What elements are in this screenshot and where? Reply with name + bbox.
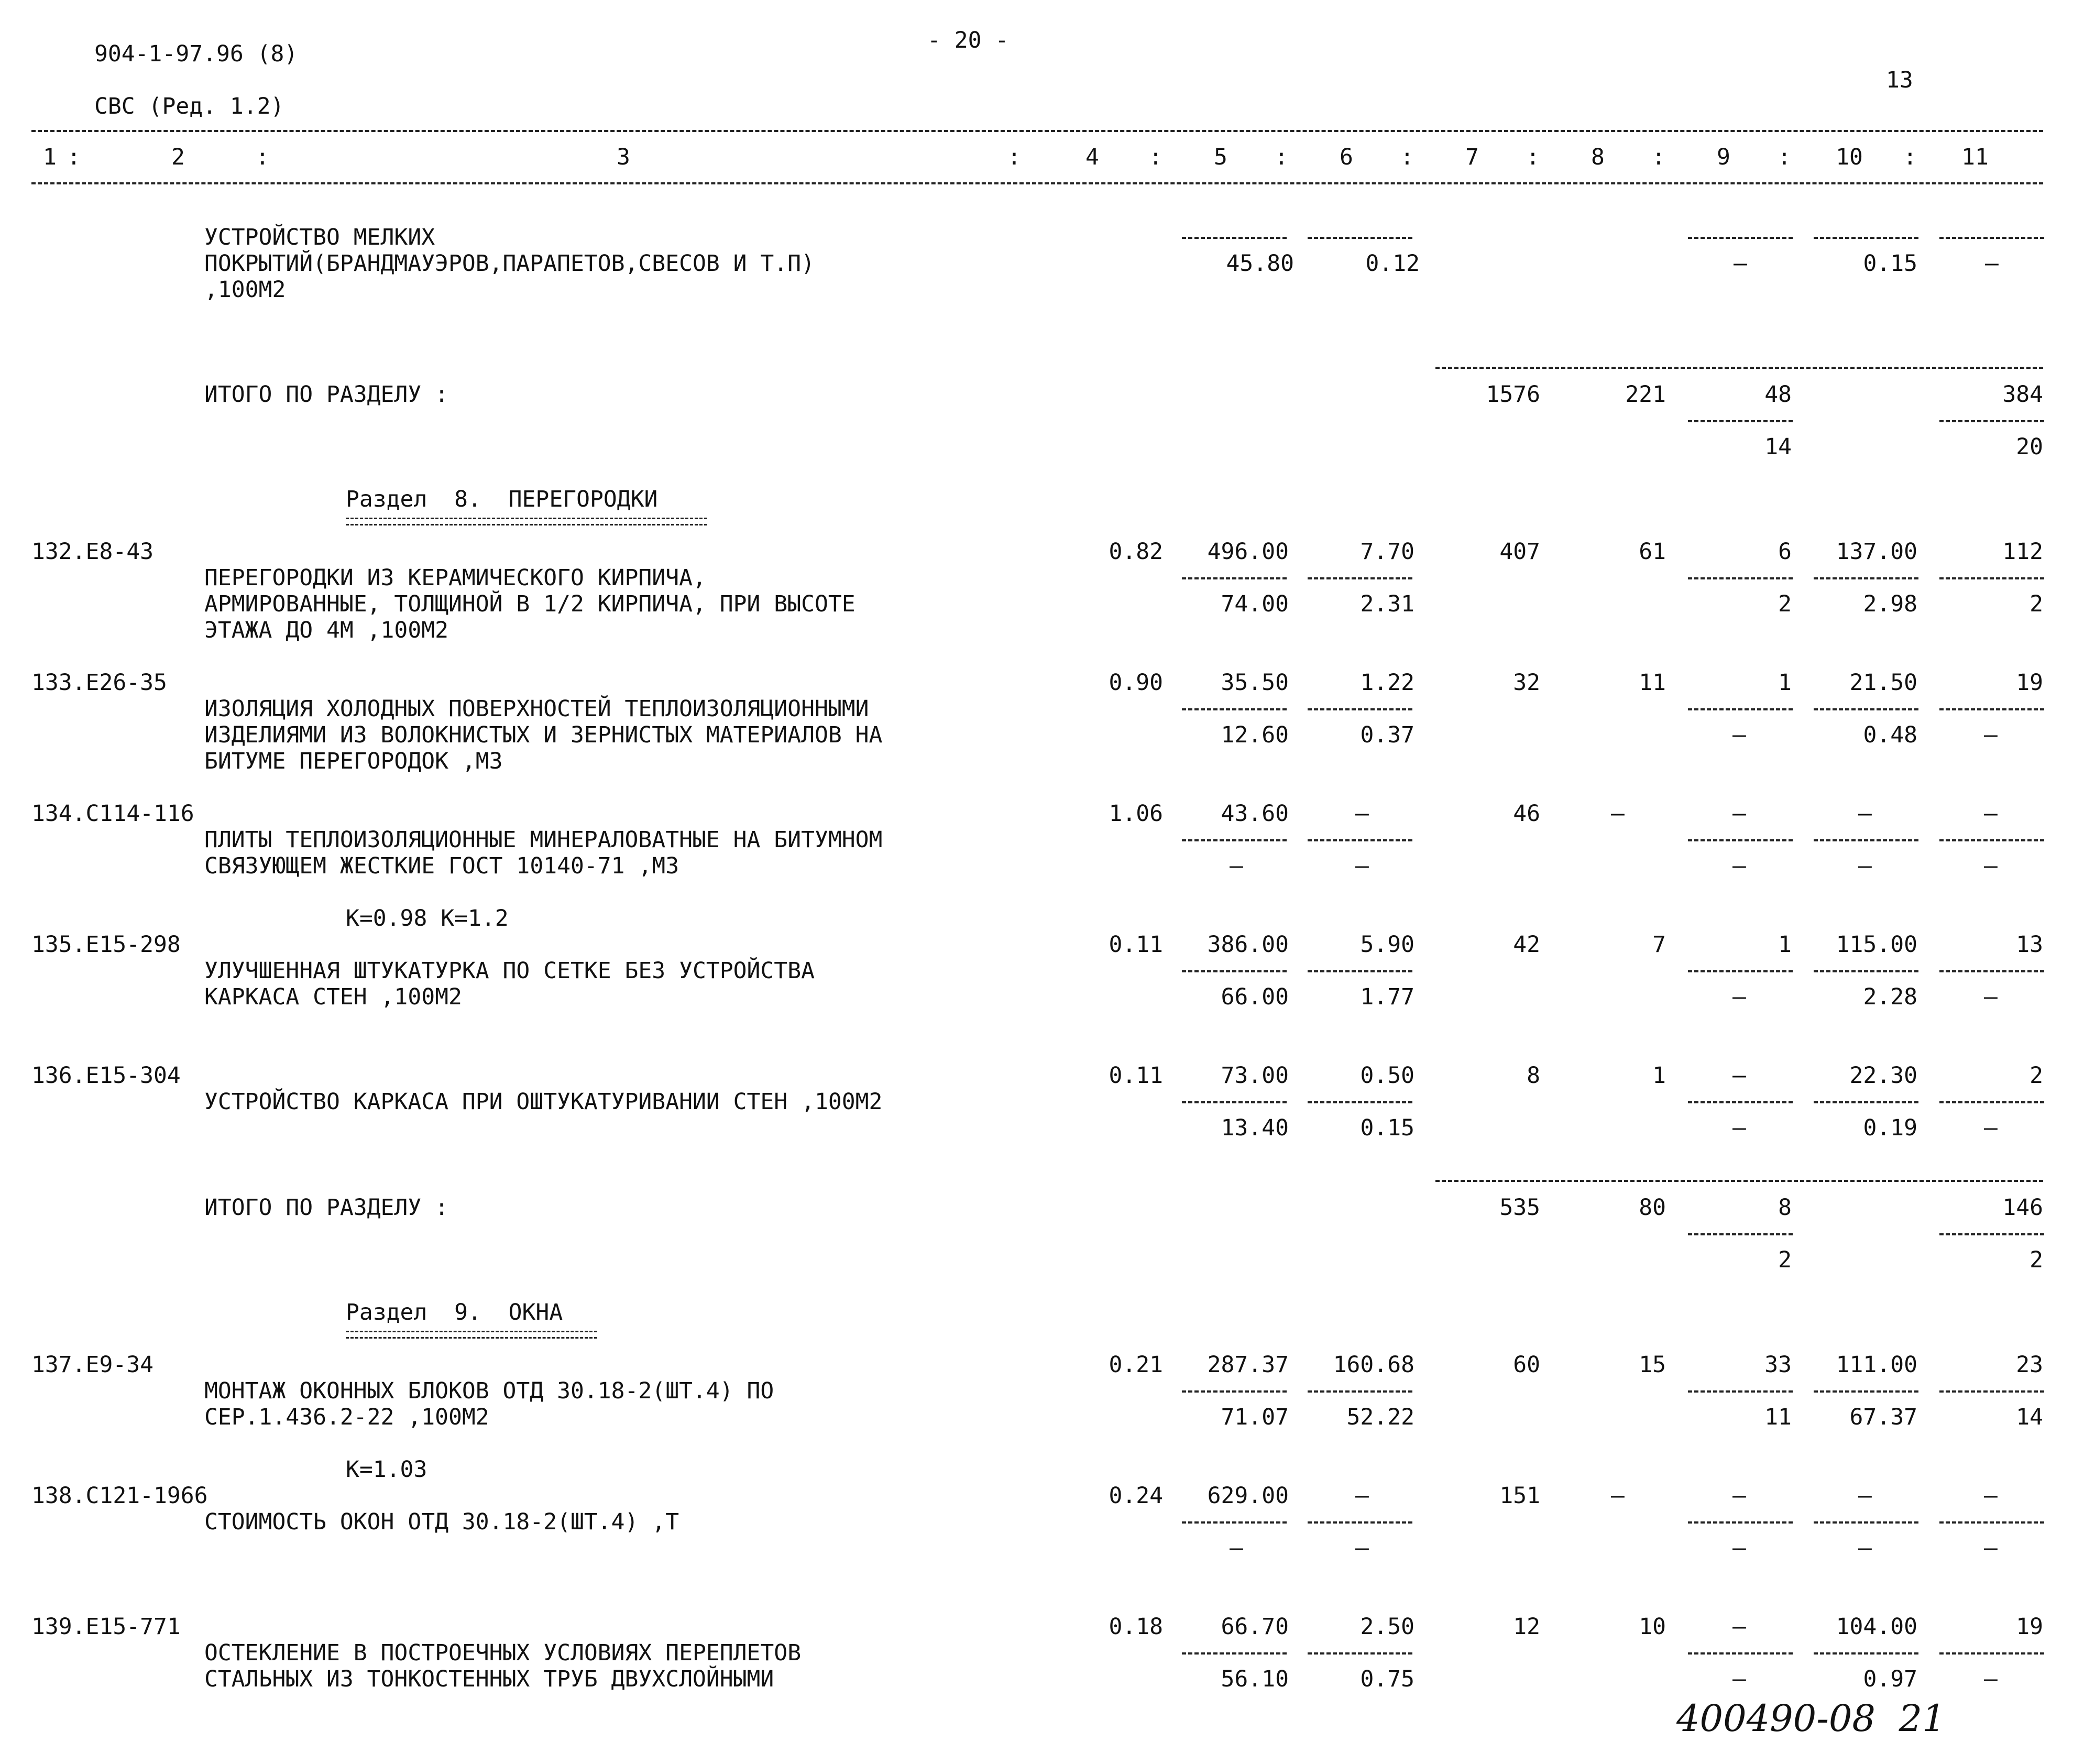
item-c6-sub: 2.31 <box>1360 591 1414 617</box>
underline <box>1308 839 1412 841</box>
item-c9: – <box>1732 1062 1746 1089</box>
item-c11: 19 <box>2016 670 2043 696</box>
item-c11: 2 <box>2030 1062 2043 1089</box>
underline <box>1814 237 1918 239</box>
item-description: УЛУЧШЕННАЯ ШТУКАТУРКА ПО СЕТКЕ БЕЗ УСТРОЙСТВА КАРКАСА СТЕН ,100М2 <box>204 958 815 1010</box>
underline <box>1308 970 1412 972</box>
underline <box>1182 237 1287 239</box>
total-rule <box>1435 367 2043 369</box>
header-rule-bottom <box>31 182 2043 184</box>
item-c6: 1.22 <box>1360 670 1414 696</box>
page-number: - 20 - <box>927 27 1009 53</box>
item-c6: – <box>1355 1483 1369 1509</box>
item-c11-sub: – <box>1984 853 1998 879</box>
item-description: ОСТЕКЛЕНИЕ В ПОСТРОЕЧНЫХ УСЛОВИЯХ ПЕРЕПЛЕТОВ СТАЛЬНЫХ ИЗ ТОНКОСТЕННЫХ ТРУБ ДВУХСЛОЙНЫМИ <box>204 1640 802 1692</box>
underline <box>1814 839 1918 841</box>
item-c8: – <box>1611 1483 1625 1509</box>
item-c8: 15 <box>1639 1352 1666 1378</box>
item-c11-sub: – <box>1984 1666 1998 1692</box>
underline <box>1688 1652 1793 1655</box>
underline <box>1939 1390 2044 1393</box>
underline <box>1814 708 1918 710</box>
item-c9-sub: – <box>1732 984 1746 1010</box>
total-col11-labor: 2 <box>2030 1247 2043 1273</box>
underline <box>1182 970 1287 972</box>
item-c6: 5.90 <box>1360 932 1414 958</box>
underline <box>1814 577 1918 579</box>
item-c9-sub: – <box>1732 1115 1746 1141</box>
column-header-5: 5 <box>1214 144 1227 170</box>
item-c9-sub: 2 <box>1778 591 1792 617</box>
column-header-11: 11 <box>1961 144 1989 170</box>
total-label: ИТОГО ПО РАЗДЕЛУ : <box>204 1195 448 1221</box>
item-description: УСТРОЙСТВО КАРКАСА ПРИ ОШТУКАТУРИВАНИИ СТЕН ,100М2 <box>204 1089 883 1115</box>
item-c10: – <box>1858 801 1872 827</box>
item-c9: 33 <box>1764 1352 1792 1378</box>
item-c6-sub: 0.37 <box>1360 722 1414 748</box>
underline <box>1688 577 1793 579</box>
item-c11: – <box>1984 801 1998 827</box>
underline <box>1814 1390 1918 1393</box>
column-separator: : <box>1526 144 1540 170</box>
column-separator: : <box>1275 144 1288 170</box>
column-header-2: 2 <box>171 144 185 170</box>
item-c6-sub: 1.77 <box>1360 984 1414 1010</box>
item-c10-sub: – <box>1858 853 1872 879</box>
total-rule <box>1435 1180 2043 1182</box>
item-c11: 13 <box>2016 932 2043 958</box>
prev-item-col10: 0.15 <box>1863 250 1917 277</box>
column-separator: : <box>1778 144 1791 170</box>
item-c5: 66.70 <box>1221 1614 1289 1640</box>
item-c9-sub: – <box>1732 1666 1746 1692</box>
item-c6: – <box>1355 801 1369 827</box>
item-c7: 8 <box>1527 1062 1540 1089</box>
total-col9: 8 <box>1778 1195 1792 1221</box>
underline <box>1308 1101 1412 1103</box>
underline <box>1688 237 1793 239</box>
column-header-8: 8 <box>1591 144 1605 170</box>
item-c7: 407 <box>1499 539 1540 565</box>
item-c9: – <box>1732 801 1746 827</box>
coefficient-note: К=1.03 <box>346 1456 427 1483</box>
prev-item-col11: – <box>1985 250 1999 277</box>
prev-item-col9: – <box>1734 250 1747 277</box>
prev-item-description: УСТРОЙСТВО МЕЛКИХ ПОКРЫТИЙ(БРАНДМАУЭРОВ,ПАРАПЕТОВ,СВЕСОВ И Т.П) ,100М2 <box>204 224 815 303</box>
item-c5-sub: – <box>1230 853 1243 879</box>
underline <box>1182 1390 1287 1393</box>
item-c6-sub: 0.75 <box>1360 1666 1414 1692</box>
item-c9-sub: – <box>1732 1535 1746 1561</box>
underline <box>1814 1101 1918 1103</box>
column-separator: : <box>1007 144 1021 170</box>
underline <box>1939 577 2044 579</box>
item-c5-sub: 12.60 <box>1221 722 1289 748</box>
item-c6-sub: – <box>1355 853 1369 879</box>
item-c10: 104.00 <box>1836 1614 1917 1640</box>
header-rule-top <box>31 130 2043 132</box>
column-header-3: 3 <box>617 144 630 170</box>
column-header-1: 1 <box>43 144 57 170</box>
item-c9: 6 <box>1778 539 1792 565</box>
document-number: 904-1-97.96 (8) <box>94 41 298 67</box>
item-code: 134.С114-116 <box>31 801 194 827</box>
section-title-underline <box>346 1331 597 1339</box>
underline <box>1939 1101 2044 1103</box>
item-description: ПЛИТЫ ТЕПЛОИЗОЛЯЦИОННЫЕ МИНЕРАЛОВАТНЫЕ НА БИТУМНОМ СВЯЗУЮЩЕМ ЖЕСТКИЕ ГОСТ 10140-71 ,М3 <box>204 827 883 879</box>
item-c10-sub: 0.19 <box>1863 1115 1917 1141</box>
item-code: 135.Е15-298 <box>31 932 181 958</box>
underline <box>1688 1390 1793 1393</box>
item-c4: 0.24 <box>1109 1483 1163 1509</box>
item-code: 133.Е26-35 <box>31 670 167 696</box>
item-c11-sub: – <box>1984 984 1998 1010</box>
underline <box>1939 1233 2044 1235</box>
item-c10: 22.30 <box>1849 1062 1917 1089</box>
item-c5: 43.60 <box>1221 801 1289 827</box>
prev-item-col6: 0.12 <box>1365 250 1420 277</box>
column-header-10: 10 <box>1836 144 1863 170</box>
item-c5-sub: 71.07 <box>1221 1404 1289 1430</box>
item-c9: – <box>1732 1614 1746 1640</box>
item-c6-sub: – <box>1355 1535 1369 1561</box>
item-c11: – <box>1984 1483 1998 1509</box>
item-code: 137.Е9-34 <box>31 1352 153 1378</box>
item-c8: 1 <box>1652 1062 1666 1089</box>
item-c4: 0.11 <box>1109 932 1163 958</box>
total-col9-labor: 2 <box>1778 1247 1792 1273</box>
prev-item-col5: 45.80 <box>1226 250 1294 277</box>
underline <box>1182 1101 1287 1103</box>
item-c4: 0.21 <box>1109 1352 1163 1378</box>
item-c4: 0.82 <box>1109 539 1163 565</box>
total-col11: 146 <box>2002 1195 2043 1221</box>
underline <box>1688 839 1793 841</box>
item-c9-sub: – <box>1732 853 1746 879</box>
underline <box>1939 708 2044 710</box>
total-col11-labor: 20 <box>2016 434 2043 460</box>
item-c4: 0.11 <box>1109 1062 1163 1089</box>
item-c7: 12 <box>1513 1614 1540 1640</box>
underline <box>1814 970 1918 972</box>
column-header-4: 4 <box>1085 144 1099 170</box>
item-description: ПЕРЕГОРОДКИ ИЗ КЕРАМИЧЕСКОГО КИРПИЧА, АРМИРОВАННЫЕ, ТОЛЩИНОЙ В 1/2 КИРПИЧА, ПРИ ВЫСОТЕ ЭТАЖА ДО 4М ,100М2 <box>204 565 855 643</box>
item-c11-sub: 2 <box>2030 591 2043 617</box>
item-c7: 42 <box>1513 932 1540 958</box>
item-code: 139.Е15-771 <box>31 1614 181 1640</box>
column-separator: : <box>1149 144 1162 170</box>
column-header-7: 7 <box>1465 144 1479 170</box>
item-c7: 151 <box>1499 1483 1540 1509</box>
item-c6-sub: 52.22 <box>1346 1404 1414 1430</box>
item-c10-sub: – <box>1858 1535 1872 1561</box>
item-c8: 10 <box>1639 1614 1666 1640</box>
item-c9: 1 <box>1778 932 1792 958</box>
item-c6: 160.68 <box>1333 1352 1414 1378</box>
underline <box>1308 1652 1412 1655</box>
item-c7: 46 <box>1513 801 1540 827</box>
column-separator: : <box>1400 144 1414 170</box>
item-c8: 11 <box>1639 670 1666 696</box>
item-c5-sub: 13.40 <box>1221 1115 1289 1141</box>
total-col8: 221 <box>1625 381 1666 408</box>
program-version: СВС (Ред. 1.2) <box>94 93 284 119</box>
item-c9: 1 <box>1778 670 1792 696</box>
item-code: 136.Е15-304 <box>31 1062 181 1089</box>
item-c11: 23 <box>2016 1352 2043 1378</box>
item-code: 138.С121-1966 <box>31 1483 208 1509</box>
underline <box>1182 577 1287 579</box>
total-col9-labor: 14 <box>1764 434 1792 460</box>
item-c5: 287.37 <box>1207 1352 1289 1378</box>
item-description: ИЗОЛЯЦИЯ ХОЛОДНЫХ ПОВЕРХНОСТЕЙ ТЕПЛОИЗОЛЯЦИОННЫМИ ИЗДЕЛИЯМИ ИЗ ВОЛОКНИСТЫХ И ЗЕРНИСТЫХ МАТЕРИАЛОВ НА БИТУМЕ ПЕРЕГОРОДОК ,М3 <box>204 696 883 774</box>
item-c6: 7.70 <box>1360 539 1414 565</box>
item-c5: 496.00 <box>1207 539 1289 565</box>
underline <box>1939 420 2044 422</box>
column-separator: : <box>1903 144 1917 170</box>
item-c10: 111.00 <box>1836 1352 1917 1378</box>
sheet-number: 13 <box>1886 67 1913 93</box>
underline <box>1688 1233 1793 1235</box>
item-c11: 19 <box>2016 1614 2043 1640</box>
underline <box>1308 1521 1412 1524</box>
underline <box>1688 1521 1793 1524</box>
underline <box>1182 708 1287 710</box>
section-9-title: Раздел 9. ОКНА <box>346 1299 563 1325</box>
column-separator: : <box>67 144 81 170</box>
item-c11-sub: 14 <box>2016 1404 2043 1430</box>
section-title-underline <box>346 518 707 525</box>
underline <box>1814 1652 1918 1655</box>
underline <box>1939 237 2044 239</box>
item-c5-sub: 66.00 <box>1221 984 1289 1010</box>
item-c6: 0.50 <box>1360 1062 1414 1089</box>
item-c11-sub: – <box>1984 1115 1998 1141</box>
item-c10: 137.00 <box>1836 539 1917 565</box>
item-code: 132.Е8-43 <box>31 539 153 565</box>
total-col11: 384 <box>2002 381 2043 408</box>
item-description: МОНТАЖ ОКОННЫХ БЛОКОВ ОТД 30.18-2(ШТ.4) ПО СЕР.1.436.2-22 ,100М2 <box>204 1378 774 1430</box>
underline <box>1939 970 2044 972</box>
underline <box>1688 970 1793 972</box>
item-c10: – <box>1858 1483 1872 1509</box>
underline <box>1308 237 1412 239</box>
item-c4: 0.90 <box>1109 670 1163 696</box>
item-c7: 32 <box>1513 670 1540 696</box>
item-c6-sub: 0.15 <box>1360 1115 1414 1141</box>
underline <box>1688 1101 1793 1103</box>
item-c10-sub: 67.37 <box>1849 1404 1917 1430</box>
underline <box>1308 708 1412 710</box>
column-header-6: 6 <box>1340 144 1353 170</box>
item-c5: 386.00 <box>1207 932 1289 958</box>
item-c4: 1.06 <box>1109 801 1163 827</box>
total-col9: 48 <box>1764 381 1792 408</box>
total-col8: 80 <box>1639 1195 1666 1221</box>
underline <box>1939 839 2044 841</box>
underline <box>1688 420 1793 422</box>
item-c8: 61 <box>1639 539 1666 565</box>
underline <box>1182 839 1287 841</box>
underline <box>1182 1652 1287 1655</box>
item-c10-sub: 2.28 <box>1863 984 1917 1010</box>
item-description: СТОИМОСТЬ ОКОН ОТД 30.18-2(ШТ.4) ,Т <box>204 1509 679 1535</box>
item-c8: – <box>1611 801 1625 827</box>
item-c4: 0.18 <box>1109 1614 1163 1640</box>
coefficient-note: К=0.98 К=1.2 <box>346 905 509 932</box>
underline <box>1939 1652 2044 1655</box>
item-c5-sub: 74.00 <box>1221 591 1289 617</box>
item-c5: 73.00 <box>1221 1062 1289 1089</box>
item-c11: 112 <box>2002 539 2043 565</box>
underline <box>1308 577 1412 579</box>
section-8-title: Раздел 8. ПЕРЕГОРОДКИ <box>346 486 658 512</box>
item-c5: 35.50 <box>1221 670 1289 696</box>
item-c10-sub: 2.98 <box>1863 591 1917 617</box>
column-separator: : <box>256 144 269 170</box>
item-c10-sub: 0.48 <box>1863 722 1917 748</box>
item-c10-sub: 0.97 <box>1863 1666 1917 1692</box>
total-col7: 535 <box>1499 1195 1540 1221</box>
item-c9-sub: – <box>1732 722 1746 748</box>
item-c11-sub: – <box>1984 1535 1998 1561</box>
item-c5-sub: 56.10 <box>1221 1666 1289 1692</box>
handwritten-note: 400490-08 21 <box>1676 1697 1946 1740</box>
item-c8: 7 <box>1652 932 1666 958</box>
item-c7: 60 <box>1513 1352 1540 1378</box>
item-c10: 115.00 <box>1836 932 1917 958</box>
column-header-9: 9 <box>1717 144 1730 170</box>
item-c6: 2.50 <box>1360 1614 1414 1640</box>
item-c9: – <box>1732 1483 1746 1509</box>
item-c11-sub: – <box>1984 722 1998 748</box>
item-c9-sub: 11 <box>1764 1404 1792 1430</box>
total-label: ИТОГО ПО РАЗДЕЛУ : <box>204 381 448 408</box>
column-separator: : <box>1652 144 1665 170</box>
underline <box>1814 1521 1918 1524</box>
item-c5-sub: – <box>1230 1535 1243 1561</box>
underline <box>1182 1521 1287 1524</box>
total-col7: 1576 <box>1486 381 1540 408</box>
underline <box>1939 1521 2044 1524</box>
item-c5: 629.00 <box>1207 1483 1289 1509</box>
item-c10: 21.50 <box>1849 670 1917 696</box>
underline <box>1308 1390 1412 1393</box>
underline <box>1688 708 1793 710</box>
